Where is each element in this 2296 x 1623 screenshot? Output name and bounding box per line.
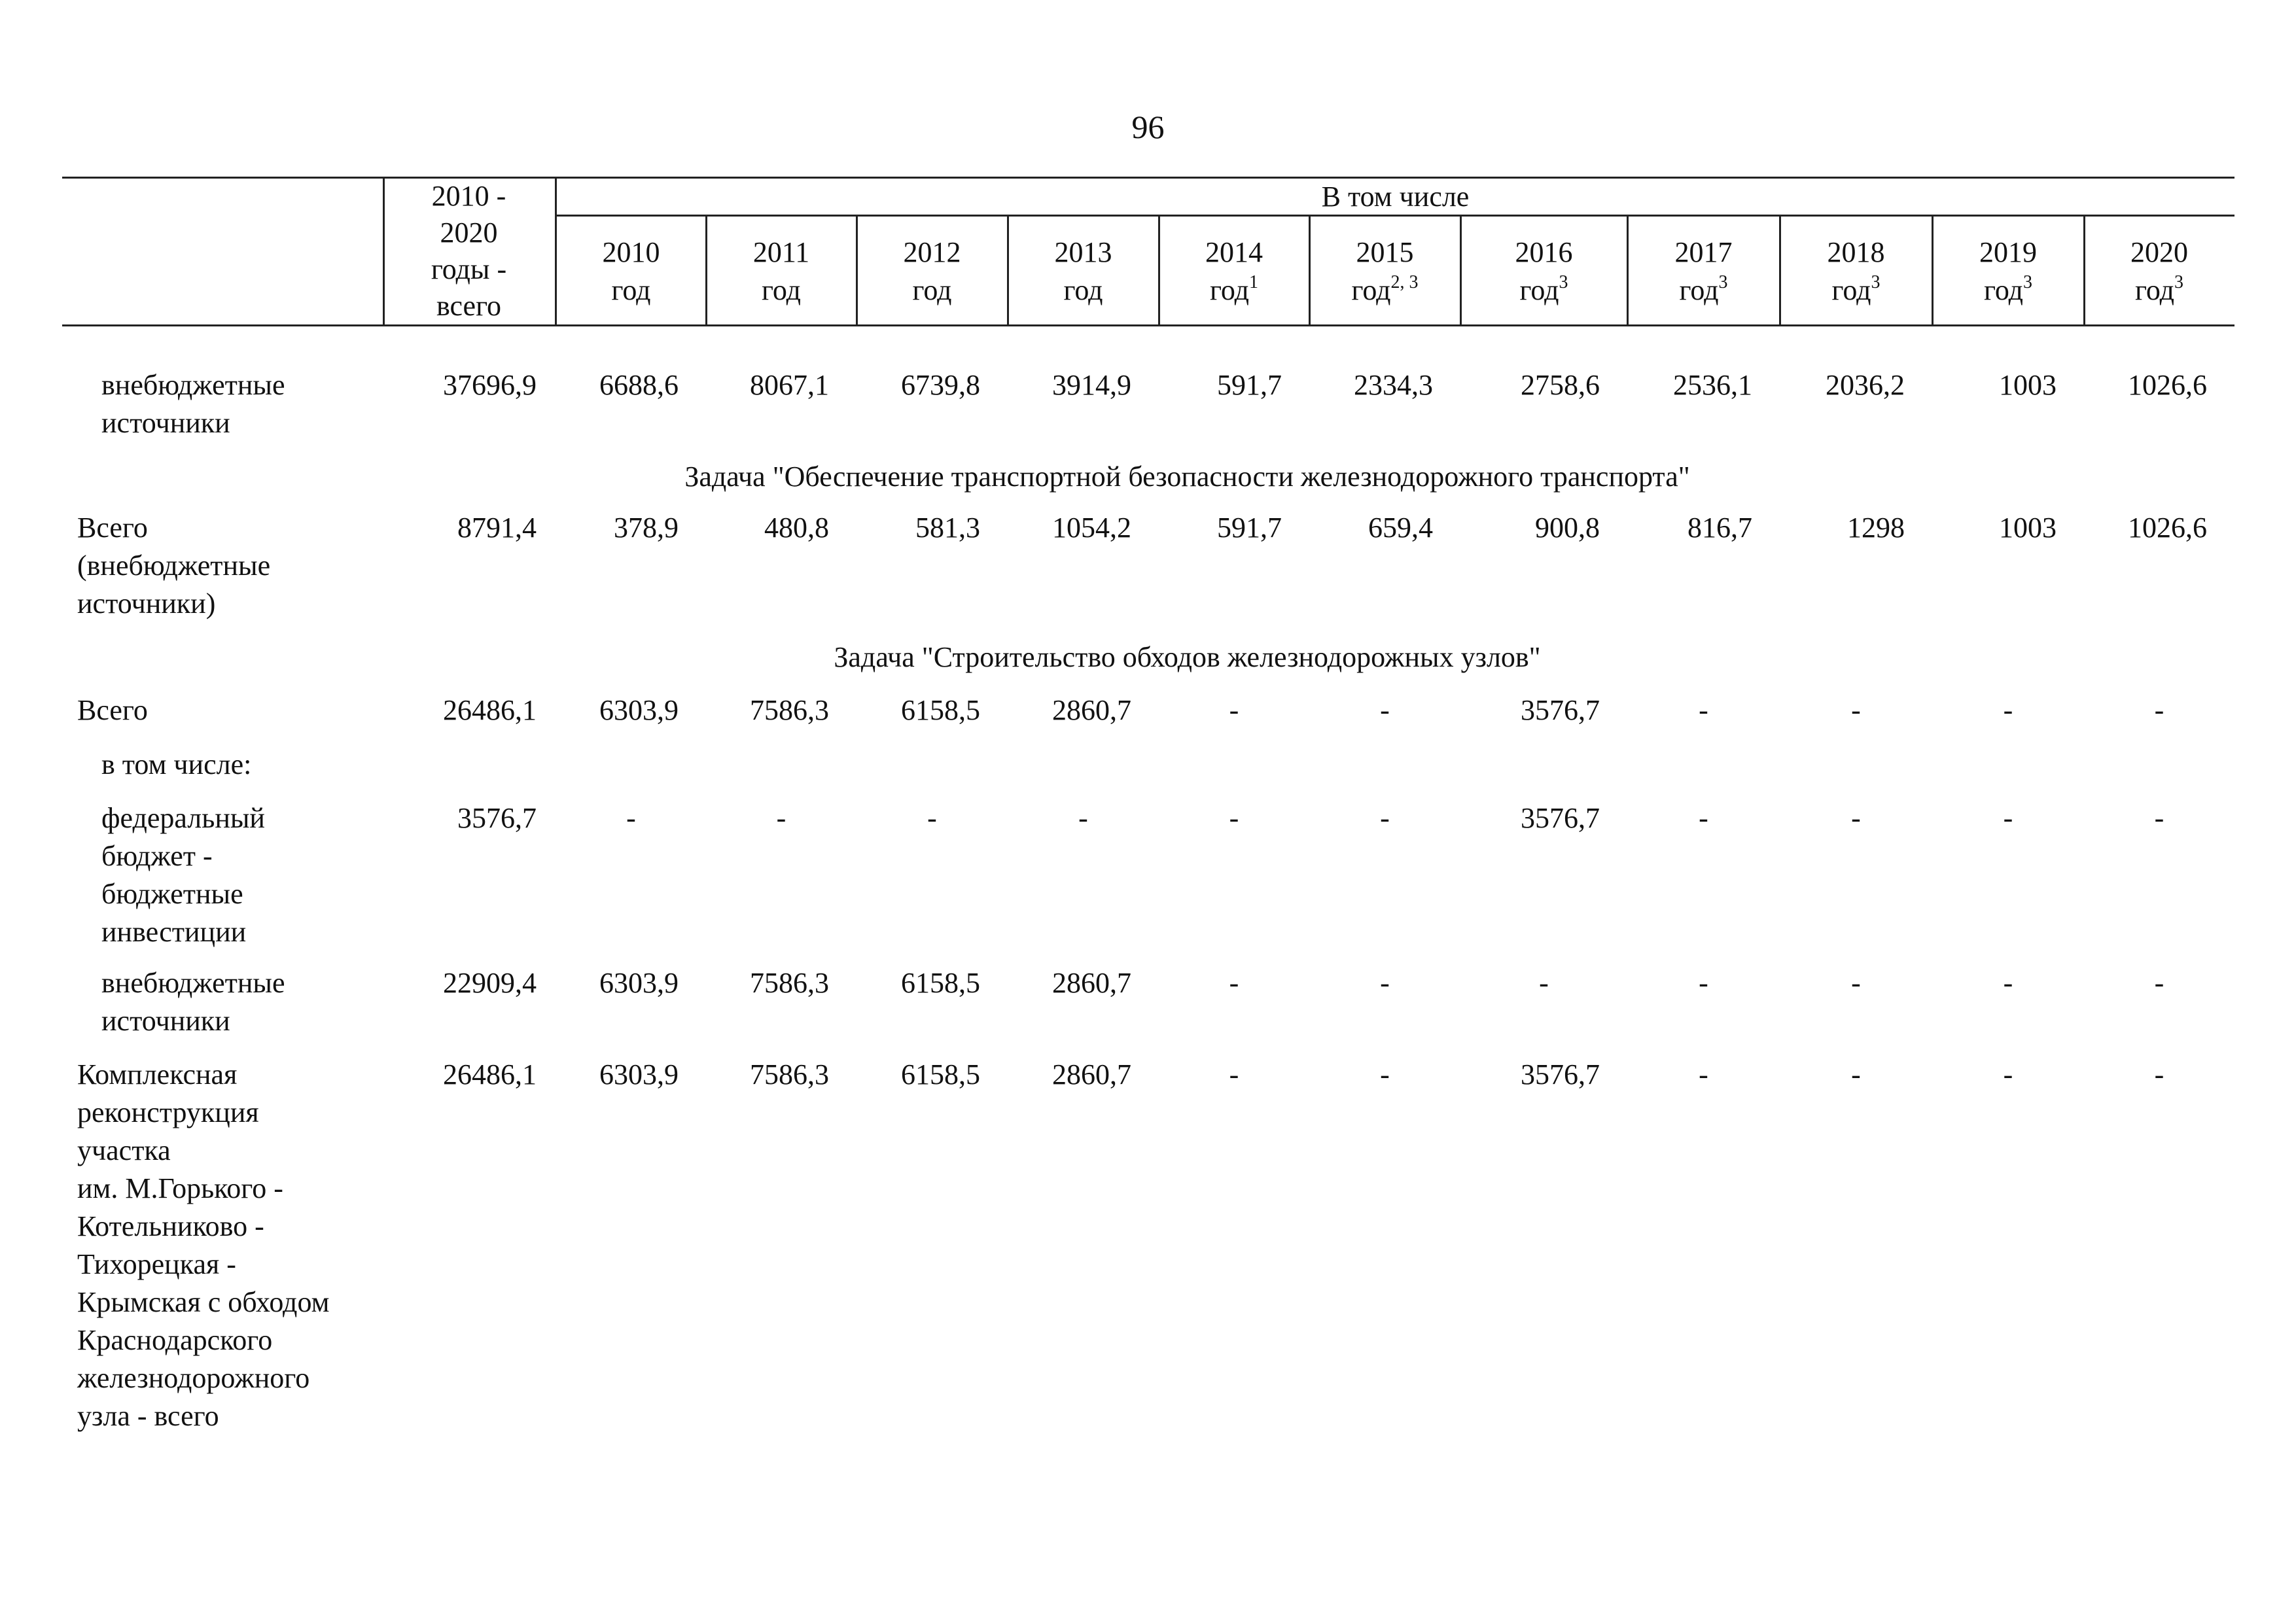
row-value-2011: 7586,3 (750, 967, 829, 999)
row-value-2014: 591,7 (1217, 369, 1282, 401)
header-year-suffix: год (761, 274, 802, 306)
row-value-2013: 2860,7 (1052, 1058, 1131, 1091)
header-year-number: 2010 (602, 236, 660, 268)
row-value-2020: 1026,6 (2128, 512, 2207, 544)
row-value-2020: 1026,6 (2128, 369, 2207, 401)
row-value-2018: 1298 (1847, 512, 1905, 544)
header-year-suffix: год (611, 274, 651, 306)
row-value-2019: - (2003, 694, 2013, 726)
row-value-2019: - (2003, 802, 2013, 834)
header-year-2016 (1460, 234, 1627, 309)
row-value-2020: - (2154, 694, 2164, 726)
row-value-2017: 816,7 (1687, 512, 1752, 544)
row-value-2019: 1003 (1999, 369, 2057, 401)
header-year-footnote: 3 (1718, 272, 1728, 292)
header-year-suffix: год$^3$ (2134, 272, 2184, 306)
row-value-2019: 1003 (1999, 512, 2057, 544)
row-value-2010: 378,9 (614, 512, 679, 544)
header-year-suffix: год (912, 274, 952, 306)
row-label: федеральный бюджет - бюджетные инвестиции (101, 802, 265, 948)
header-year-number: 2015 (1356, 236, 1414, 268)
row-value-2015: - (1380, 967, 1390, 999)
row-value-2017: 2536,1 (1673, 369, 1752, 401)
row-value-2015: 2334,3 (1354, 369, 1433, 401)
header-year-number: 2020 (2130, 236, 2188, 268)
row-value-2017: - (1699, 967, 1708, 999)
row-value-2019: - (2003, 967, 2013, 999)
header-year-footnote: 1 (1249, 272, 1259, 292)
row-value-2014: - (1229, 1058, 1239, 1091)
row-value-2012: 6158,5 (901, 1058, 980, 1091)
header-year-number: 2013 (1054, 236, 1112, 268)
row-value-2012: 6739,8 (901, 369, 980, 401)
header-year-footnote: 3 (1871, 272, 1881, 292)
row-value-2010: - (626, 802, 636, 834)
row-value-2011: 8067,1 (750, 369, 829, 401)
row-value-2020: - (2154, 967, 2164, 999)
header-year-number: 2017 (1674, 236, 1733, 268)
header-year-suffix: год$^1$ (1209, 272, 1259, 306)
row-value-2020: - (2154, 1058, 2164, 1091)
header-group-label: В том числе (1321, 181, 1470, 213)
row-value-2015: - (1380, 1058, 1390, 1091)
header-year-number: 2019 (1979, 236, 2037, 268)
row-value-2019: - (2003, 1058, 2013, 1091)
row-value-2012: 581,3 (915, 512, 980, 544)
row-label: Комплексная реконструкция участка им. М.Горького - Котельниково - Тихорецкая - Крымская с обходом Краснодарского железнодорожного узла - всего (77, 1058, 330, 1432)
row-label: внебюджетные источники (101, 967, 285, 1037)
header-year-number: 2018 (1827, 236, 1885, 268)
row-value-2018: - (1851, 694, 1861, 726)
row-value-2012: 6158,5 (901, 694, 980, 726)
row-label: Всего (77, 694, 148, 726)
header-year-number: 2016 (1515, 236, 1573, 268)
header-year-suffix: год$^{2, 3}$ (1351, 272, 1419, 306)
header-year-footnote: 3 (2023, 272, 2033, 292)
header-total-label: 2010 - 2020 годы - всего (431, 180, 507, 322)
row-value-2016: 2758,6 (1521, 369, 1600, 401)
row-total: 22909,4 (443, 967, 537, 999)
header-year-number: 2012 (903, 236, 961, 268)
header-year-2011 (706, 234, 857, 309)
row-value-2014: - (1229, 967, 1239, 999)
header-year-2013 (1008, 234, 1159, 309)
row-value-2015: - (1380, 694, 1390, 726)
row-value-2011: 480,8 (764, 512, 829, 544)
header-year-2012 (857, 234, 1008, 309)
header-bottom-rule (62, 324, 2234, 326)
header-year-footnote: 3 (2174, 272, 2184, 292)
header-year-suffix: год$^3$ (1519, 272, 1568, 306)
page-number: 96 (1131, 109, 1165, 145)
row-total: 26486,1 (443, 1058, 537, 1091)
row-value-2010: 6303,9 (599, 694, 679, 726)
row-value-2017: - (1699, 802, 1708, 834)
header-year-suffix: год$^3$ (1983, 272, 2033, 306)
row-value-2012: - (927, 802, 937, 834)
row-value-2010: 6303,9 (599, 967, 679, 999)
header-year-2019 (1932, 234, 2084, 309)
row-value-2016: 900,8 (1535, 512, 1600, 544)
header-year-number: 2011 (752, 236, 810, 268)
header-year-suffix: год$^3$ (1831, 272, 1881, 306)
row-value-2013: 2860,7 (1052, 967, 1131, 999)
row-value-2011: 7586,3 (750, 1058, 829, 1091)
row-value-2013: 2860,7 (1052, 694, 1131, 726)
row-value-2016: 3576,7 (1521, 802, 1600, 834)
row-value-2010: 6303,9 (599, 1058, 679, 1091)
row-total: 3576,7 (457, 802, 537, 834)
task-heading-text: Задача "Строительство обходов железнодорожных узлов" (834, 641, 1541, 673)
row-value-2017: - (1699, 1058, 1708, 1091)
row-value-2013: 1054,2 (1052, 512, 1131, 544)
row-value-2020: - (2154, 802, 2164, 834)
row-value-2014: - (1229, 694, 1239, 726)
row-value-2017: - (1699, 694, 1708, 726)
row-value-2011: - (776, 802, 786, 834)
header-year-footnote: 2, 3 (1390, 272, 1419, 292)
row-label: Всего (внебюджетные источники) (77, 512, 271, 620)
row-label: в том числе: (101, 748, 252, 780)
row-value-2014: - (1229, 802, 1239, 834)
row-value-2018: - (1851, 802, 1861, 834)
header-year-2020 (2084, 234, 2234, 309)
row-value-2014: 591,7 (1217, 512, 1282, 544)
row-value-2015: 659,4 (1368, 512, 1433, 544)
row-total: 8791,4 (457, 512, 537, 544)
header-year-number: 2014 (1205, 236, 1263, 268)
header-year-2010 (556, 234, 706, 309)
task-heading (0, 638, 2296, 676)
header-year-footnote: 3 (1559, 272, 1568, 292)
row-total: 26486,1 (443, 694, 537, 726)
row-value-2018: - (1851, 1058, 1861, 1091)
row-value-2016: 3576,7 (1521, 694, 1600, 726)
header-year-2015 (1309, 234, 1460, 309)
row-value-2016: 3576,7 (1521, 1058, 1600, 1091)
row-value-2018: 2036,2 (1826, 369, 1905, 401)
row-value-2016: - (1539, 967, 1549, 999)
header-year-2018 (1780, 234, 1932, 309)
row-value-2012: 6158,5 (901, 967, 980, 999)
row-value-2013: - (1078, 802, 1088, 834)
row-value-2018: - (1851, 967, 1861, 999)
row-value-2010: 6688,6 (599, 369, 679, 401)
header-year-suffix: год$^3$ (1679, 272, 1728, 306)
row-label: внебюджетные источники (101, 369, 285, 439)
row-value-2011: 7586,3 (750, 694, 829, 726)
row-total: 37696,9 (443, 369, 537, 401)
row-value-2013: 3914,9 (1052, 369, 1131, 401)
task-heading (0, 458, 2296, 496)
header-year-2017 (1627, 234, 1780, 309)
header-year-2014 (1159, 234, 1309, 309)
header-year-suffix: год (1063, 274, 1103, 306)
row-value-2015: - (1380, 802, 1390, 834)
task-heading-text: Задача "Обеспечение транспортной безопасности железнодорожного транспорта" (684, 461, 1690, 493)
